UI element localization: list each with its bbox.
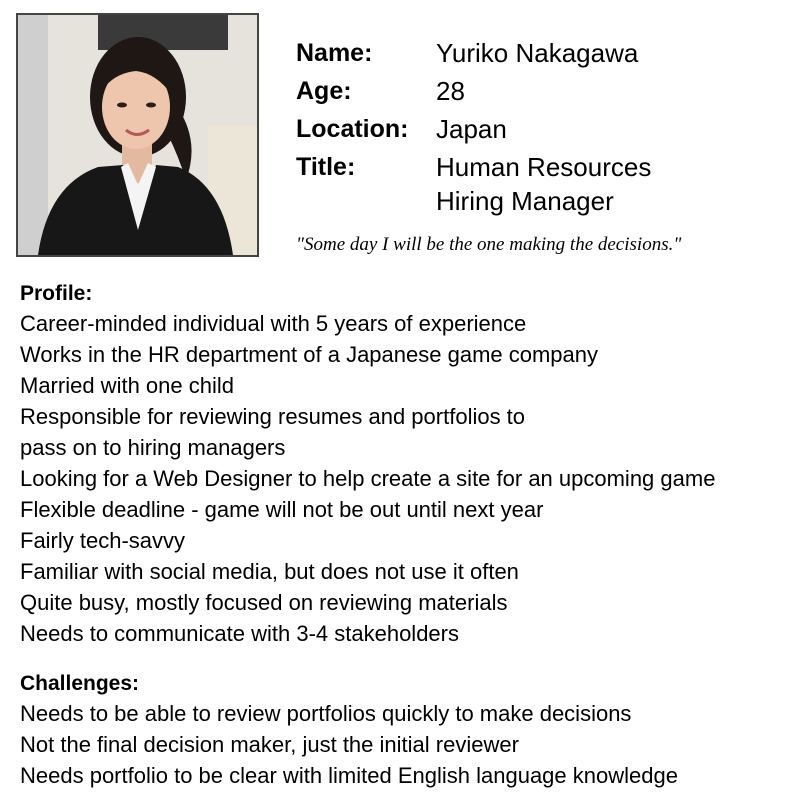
profile-heading: Profile: [20, 282, 93, 305]
challenges-section [20, 670, 678, 791]
profile-item: pass on to hiring managers [20, 435, 286, 460]
profile-item: Married with one child [20, 373, 234, 398]
field-age [296, 72, 786, 110]
profile-item: Fairly tech-savvy [20, 528, 186, 553]
field-label-location: Location: [296, 115, 409, 143]
profile-item: Needs to communicate with 3-4 stakeholders [20, 621, 459, 646]
profile-item: Looking for a Web Designer to help create a site for an upcoming game [20, 466, 716, 491]
field-value-title [436, 148, 651, 218]
title-line: Human Resources [436, 152, 652, 182]
profile-item: Career-minded individual with 5 years of experience [20, 311, 527, 336]
challenge-item: Not the final decision maker, just the initial reviewer [20, 732, 519, 757]
profile-item: Flexible deadline - game will not be out until next year [20, 497, 544, 522]
field-label-name: Name: [296, 39, 373, 67]
profile-item: Quite busy, mostly focused on reviewing materials [20, 590, 508, 615]
field-value-age: 28 [436, 76, 465, 106]
title-line: Hiring Manager [436, 186, 614, 216]
field-label-title: Title: [296, 153, 356, 181]
challenge-item: Needs portfolio to be clear with limited English language knowledge [20, 763, 678, 788]
person-photo-icon [18, 15, 257, 255]
field-value-location: Japan [436, 114, 507, 144]
field-title [296, 148, 786, 218]
field-label-age: Age: [296, 77, 352, 105]
persona-quote: "Some day I will be the one making the decisions." [296, 234, 682, 255]
challenge-item: Needs to be able to review portfolios quickly to make decisions [20, 701, 632, 726]
profile-item: Works in the HR department of a Japanese game company [20, 342, 599, 367]
persona-fields [296, 34, 786, 218]
profile-section [20, 280, 715, 649]
field-location [296, 110, 786, 148]
persona-photo [16, 13, 259, 257]
challenges-list [20, 698, 678, 791]
profile-item: Familiar with social media, but does not use it often [20, 559, 519, 584]
profile-item: Responsible for reviewing resumes and portfolios to [20, 404, 526, 429]
challenges-heading: Challenges: [20, 672, 140, 695]
profile-list [20, 308, 715, 649]
field-value-name: Yuriko Nakagawa [436, 38, 639, 68]
field-name [296, 34, 786, 72]
